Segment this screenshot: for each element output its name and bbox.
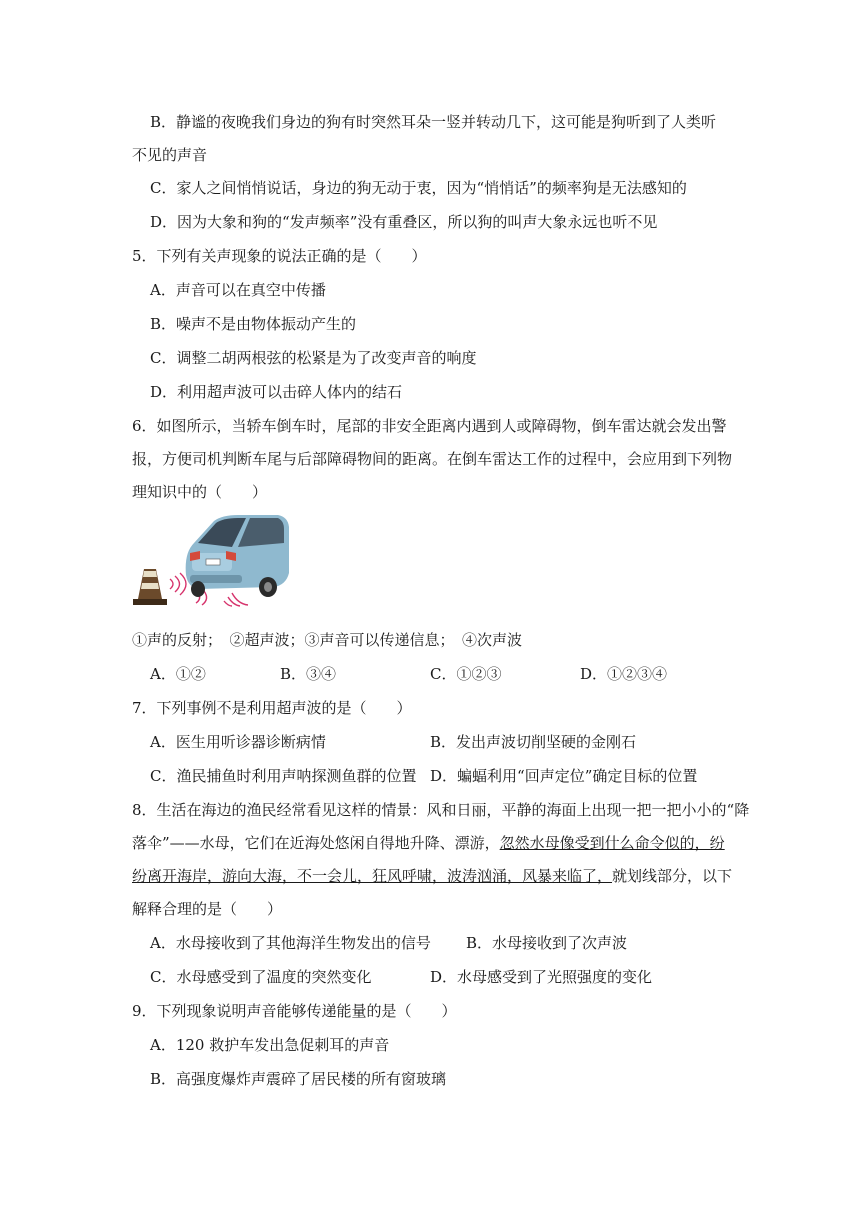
q6-option-a: A．①② [150,665,206,683]
q6-option-b: B．③④ [280,665,337,683]
q6-knowledge-items: ①声的反射； ②超声波；③声音可以传递信息； ④次声波 [132,631,523,649]
q9-option-b: B．高强度爆炸声震碎了居民楼的所有窗玻璃 [150,1070,447,1088]
q8-option-a: A．水母接收到了其他海洋生物发出的信号 [150,934,431,952]
q4-option-b-line1: B．静谧的夜晚我们身边的狗有时突然耳朵一竖并转动几下，这可能是狗听到了人类听 [150,113,717,131]
q8-option-c: C．水母感受到了温度的突然变化 [150,968,372,986]
q8-stem-line3 [0,866,860,886]
q6-stem-line3: 理知识中的（ ） [132,483,268,501]
q5-option-b: B．噪声不是由物体振动产生的 [150,315,357,333]
q7-option-b: B．发出声波切削坚硬的金刚石 [430,733,637,751]
q8-stem-line2-plain: 落伞”——水母，它们在近海处悠闲自得地升降、漂游， [132,834,500,852]
q8-stem-line3-underlined: 纷离开海岸，游向大海，不一会儿，狂风呼啸，波涛汹涌，风暴来临了， [132,867,613,885]
q6-option-d: D．①②③④ [580,665,668,683]
q7-option-c: C．渔民捕鱼时利用声呐探测鱼群的位置 [150,767,417,785]
q6-option-c: C．①②③ [430,665,502,683]
reversing-car-radar-figure [128,513,290,613]
q4-option-c: C．家人之间悄悄说话，身边的狗无动于衷，因为“悄悄话”的频率狗是无法感知的 [150,179,687,197]
q8-stem-line4: 解释合理的是（ ） [132,900,283,918]
q7-option-d: D．蝙蝠利用“回声定位”确定目标的位置 [430,767,698,785]
obstacle-cone-icon [133,569,167,605]
q8-option-d: D．水母感受到了光照强度的变化 [430,968,653,986]
q8-stem-line2-underlined: 忽然水母像受到什么命令似的，纷 [499,834,725,852]
car-icon [186,515,289,597]
q8-stem-line3-plain: 就划线部分，以下 [612,867,733,885]
q7-stem: 7．下列事例不是利用超声波的是（ ） [132,699,412,717]
q5-stem: 5．下列有关声现象的说法正确的是（ ） [132,247,427,265]
q9-stem: 9．下列现象说明声音能够传递能量的是（ ） [132,1002,457,1020]
q8-stem-line1: 8．生活在海边的渔民经常看见这样的情景：风和日丽，平静的海面上出现一把一把小小的“降 [132,801,750,819]
q5-option-c: C．调整二胡两根弦的松紧是为了改变声音的响度 [150,349,477,367]
q8-option-b: B．水母接收到了次声波 [466,934,628,952]
q8-stem-line2 [0,833,860,853]
q4-option-b-line2: 不见的声音 [132,146,208,164]
q6-stem-line2: 报，方便司机判断车尾与后部障碍物间的距离。在倒车雷达工作的过程中，会应用到下列物 [132,450,733,468]
q7-option-a: A．医生用听诊器诊断病情 [150,733,326,751]
q9-option-a: A．120 救护车发出急促刺耳的声音 [150,1036,390,1054]
q5-option-a: A．声音可以在真空中传播 [150,281,326,299]
q4-option-d: D．因为大象和狗的“发声频率”没有重叠区，所以狗的叫声大象永远也听不见 [150,213,658,231]
q6-stem-line1: 6．如图所示，当轿车倒车时，尾部的非安全距离内遇到人或障碍物，倒车雷达就会发出警 [132,417,727,435]
q5-option-d: D．利用超声波可以击碎人体内的结石 [150,383,403,401]
